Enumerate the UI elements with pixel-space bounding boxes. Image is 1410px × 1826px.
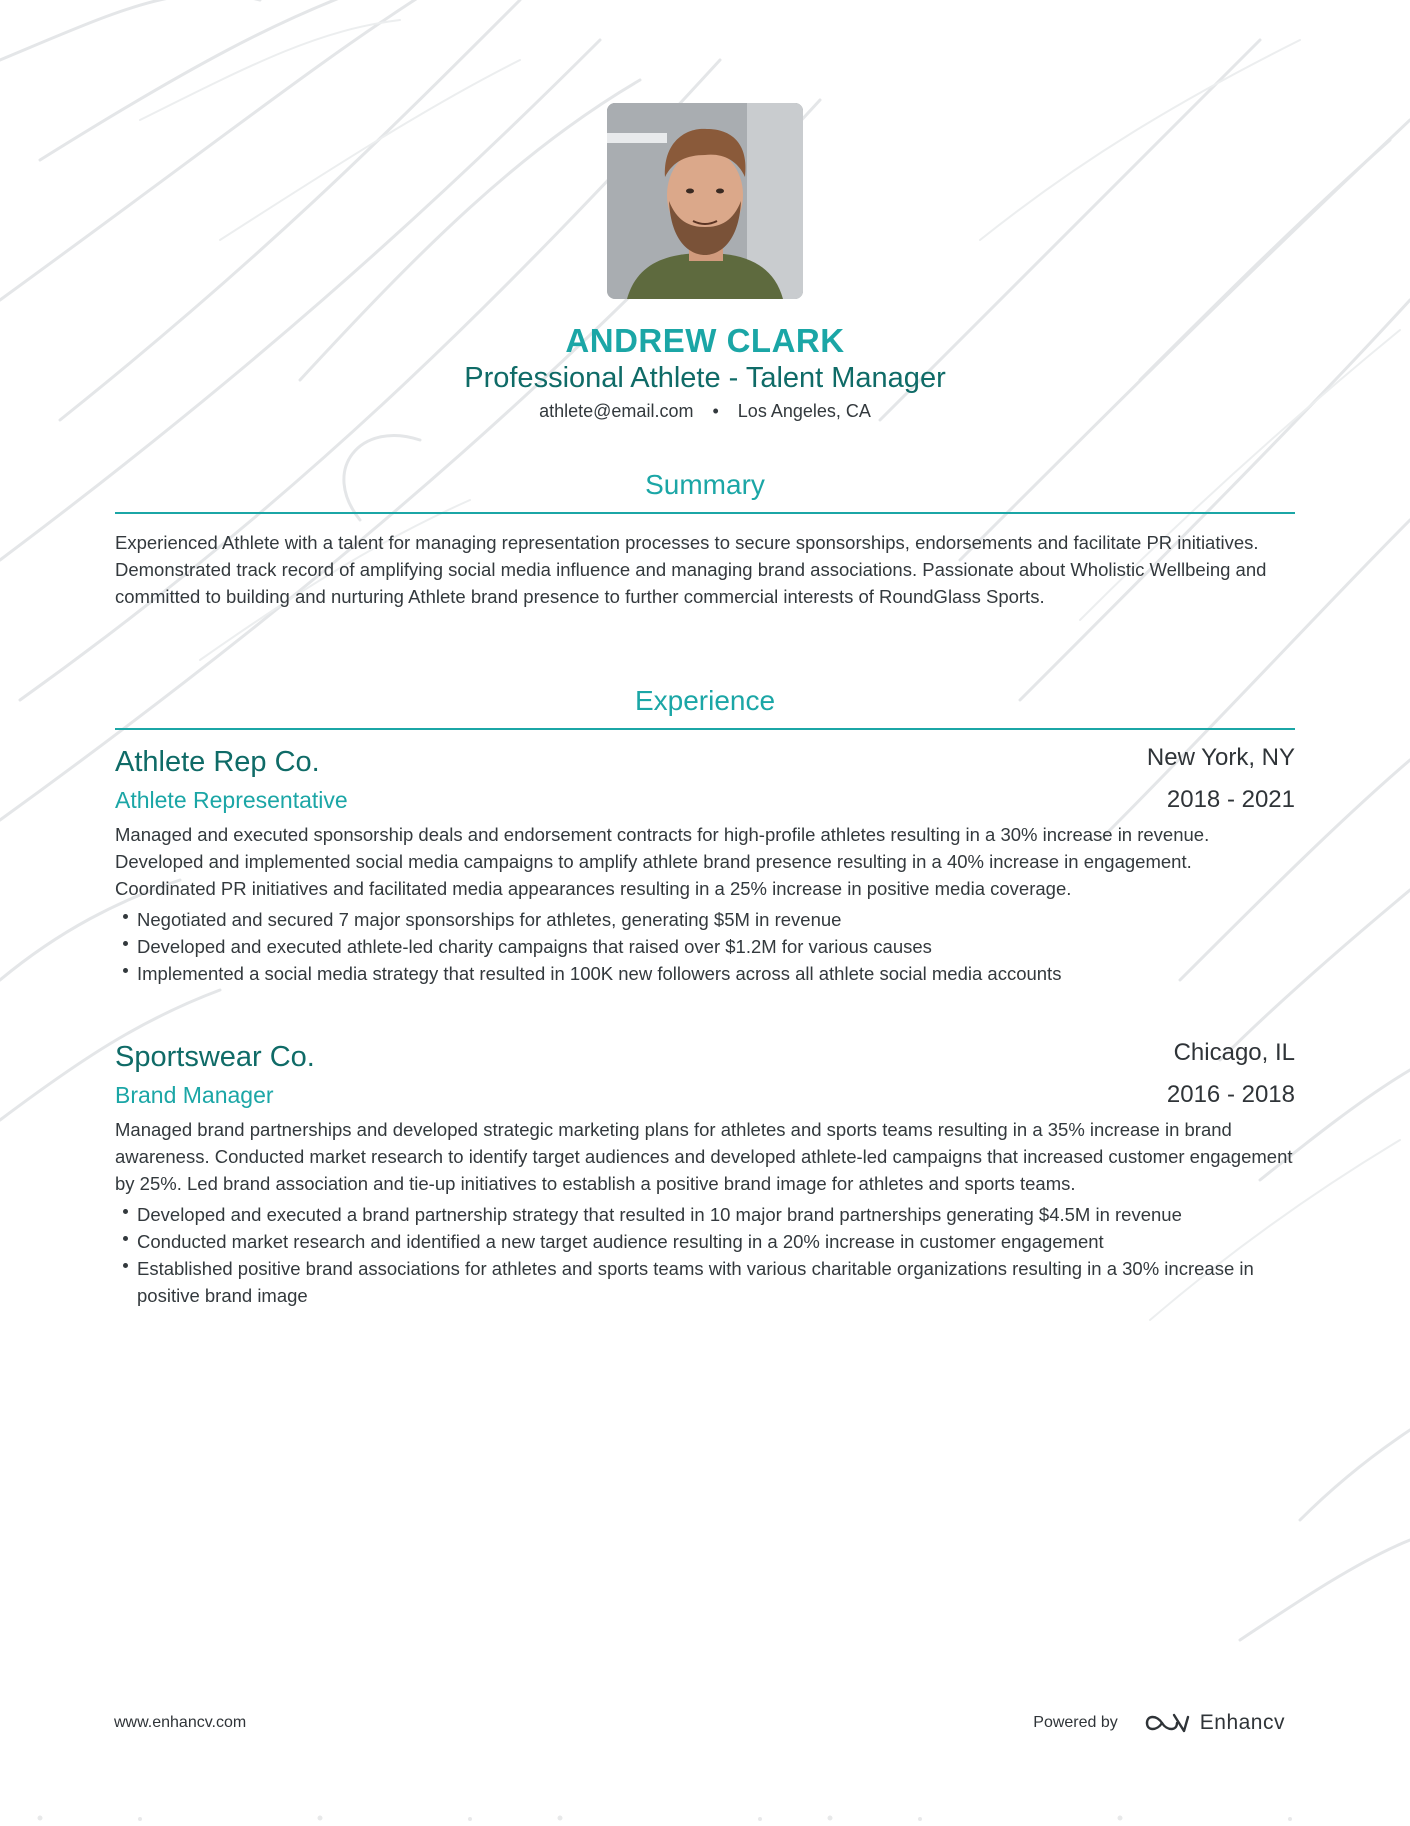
achievement-item: Developed and executed a brand partnership strategy that resulted in 10 major brand partnerships generating $4.5M in revenue xyxy=(137,1201,1295,1228)
job-dates: 2016 - 2018 xyxy=(1166,1081,1295,1108)
job-role: Brand Manager xyxy=(115,1082,274,1108)
experience-role-row xyxy=(115,781,1295,819)
summary-section-title: Summary xyxy=(645,469,765,500)
job-dates: 2018 - 2021 xyxy=(1166,786,1295,813)
achievement-item: Developed and executed athlete-led charity campaigns that raised over $1.2M for various causes xyxy=(137,933,1295,960)
achievement-item: Conducted market research and identified a new target audience resulting in a 20% increase in customer engagement xyxy=(137,1228,1295,1255)
achievement-list xyxy=(115,906,1295,987)
experience-header-row xyxy=(115,1038,1295,1076)
experience-role-row xyxy=(115,1076,1295,1114)
experience-section-title: Experience xyxy=(634,685,776,716)
contact-line xyxy=(0,401,1410,422)
experience-entry xyxy=(115,743,1295,987)
summary-divider xyxy=(115,512,1295,514)
company-name: Sportswear Co. xyxy=(115,1041,315,1073)
brand-logo[interactable] xyxy=(1144,1711,1285,1735)
candidate-name: ANDREW CLARK xyxy=(565,322,845,359)
profile-avatar-icon xyxy=(607,103,803,299)
resume-header xyxy=(0,0,1410,430)
job-description: Managed brand partnerships and developed strategic marketing plans for athletes and sports teams resulting in a 35% increase in brand awareness. Conducted market research to identify target audiences and developed athlete-led campaigns that increased customer engagement by 25%. Led brand association and tie-up initiatives to establish a positive brand image for athletes and sports teams. xyxy=(115,1119,1293,1194)
contact-location: Los Angeles, CA xyxy=(737,401,871,421)
experience-divider xyxy=(115,728,1295,730)
enhancv-logo-icon xyxy=(1144,1711,1190,1735)
job-location: New York, NY xyxy=(1146,744,1295,771)
powered-by-label: Powered by xyxy=(1033,1714,1118,1731)
achievement-item: Implemented a social media strategy that resulted in 100K new followers across all athlete social media accounts xyxy=(137,960,1295,987)
job-role: Athlete Representative xyxy=(115,787,348,813)
achievement-item: Established positive brand associations for athletes and sports teams with various charitable organizations resulting in a 30% increase in positive brand image xyxy=(137,1255,1295,1309)
company-name: Athlete Rep Co. xyxy=(115,746,320,778)
contact-separator: • xyxy=(712,401,719,421)
candidate-title: Professional Athlete - Talent Manager xyxy=(464,362,946,394)
job-location: Chicago, IL xyxy=(1173,1039,1295,1066)
profile-photo xyxy=(607,103,803,299)
achievement-item: Negotiated and secured 7 major sponsorships for athletes, generating $5M in revenue xyxy=(137,906,1295,933)
contact-email[interactable]: athlete@email.com xyxy=(539,401,694,421)
brand-name: Enhancv xyxy=(1199,1711,1285,1734)
job-description: Managed and executed sponsorship deals and endorsement contracts for high-profile athletes resulting in a 30% increase in revenue. Developed and implemented social media campaigns to amplify athlete brand presence resulting in a 40% increase in engagement. Coordinated PR initiatives and facilitated media appearances resulting in a 25% increase in positive media coverage. xyxy=(115,824,1210,899)
footer-branding xyxy=(1033,1705,1285,1741)
summary-text: Experienced Athlete with a talent for managing representation processes to secure sponsorships, endorsements and facilitate PR initiatives. Demonstrated track record of amplifying social media influence and managing brand associations. Passionate about Wholistic Wellbeing and committed to building and nurturing Athlete brand presence to further commercial interests of RoundGlass Sports. xyxy=(115,532,1267,607)
experience-entry xyxy=(115,1038,1295,1309)
achievement-list xyxy=(115,1201,1295,1309)
experience-header-row xyxy=(115,743,1295,781)
footer-website-link[interactable]: www.enhancv.com xyxy=(114,1714,247,1731)
